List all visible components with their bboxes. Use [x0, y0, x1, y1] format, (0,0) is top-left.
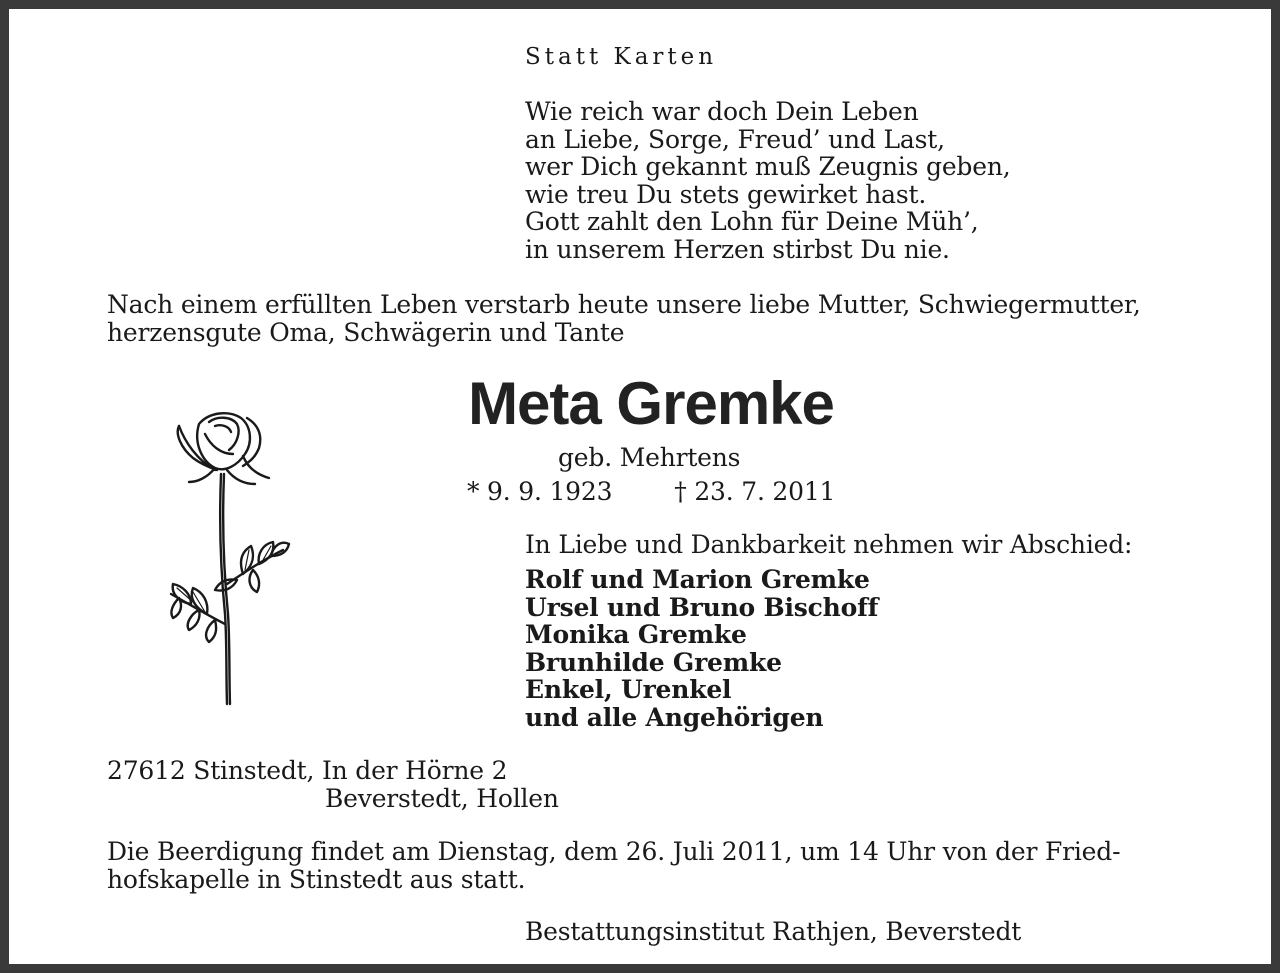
- undertaker: Bestattungsinstitut Rathjen, Beverstedt: [525, 917, 1022, 946]
- poem-line: in unserem Herzen stirbst Du nie.: [525, 234, 950, 264]
- intro-text: [107, 291, 1141, 346]
- poem-line: Gott zahlt den Lohn für Deine Müh’,: [525, 207, 979, 237]
- address: [107, 757, 559, 812]
- mourner-entry: Monika Gremke: [525, 620, 747, 650]
- mourner-entry: Ursel und Bruno Bischoff: [525, 592, 879, 622]
- birth-date: * 9. 9. 1923: [467, 477, 613, 506]
- life-dates: [467, 478, 835, 506]
- intro-line: Nach einem erfüllten Leben verstarb heute unsere liebe Mutter, Schwiegermutter,: [107, 290, 1141, 319]
- farewell-text: In Liebe und Dankbarkeit nehmen wir Abschied:: [525, 530, 1133, 559]
- mourner-entry: und alle Angehörigen: [525, 702, 824, 732]
- poem-line: wer Dich gekannt muß Zeugnis geben,: [525, 152, 1011, 182]
- poem-line: wie treu Du stets gewirket hast.: [525, 179, 927, 209]
- poem-line: an Liebe, Sorge, Freud’ und Last,: [525, 124, 945, 154]
- mourner-entry: Enkel, Urenkel: [525, 675, 732, 705]
- notice-header: Statt Karten: [525, 44, 718, 70]
- mourner-entry: Rolf und Marion Gremke: [525, 565, 870, 594]
- mourners-list: [525, 566, 878, 732]
- poem-line: Wie reich war doch Dein Leben: [525, 97, 919, 126]
- address-line: Beverstedt, Hollen: [325, 783, 559, 813]
- mourner-entry: Brunhilde Gremke: [525, 647, 782, 677]
- intro-line: herzensgute Oma, Schwägerin und Tante: [107, 317, 625, 347]
- death-date: † 23. 7. 2011: [674, 477, 836, 506]
- poem: [525, 98, 1010, 264]
- funeral-line: Die Beerdigung findet am Dienstag, dem 26. Juli 2011, um 14 Uhr von der Fried-: [107, 837, 1121, 866]
- address-line: 27612 Stinstedt, In der Hörne 2: [107, 756, 508, 785]
- funeral-line: hofskapelle in Stinstedt aus statt.: [107, 864, 526, 894]
- rose-icon: [159, 404, 299, 714]
- deceased-name: Meta Gremke: [468, 370, 834, 437]
- funeral-info: [107, 838, 1120, 893]
- born-name: geb. Mehrtens: [558, 443, 741, 472]
